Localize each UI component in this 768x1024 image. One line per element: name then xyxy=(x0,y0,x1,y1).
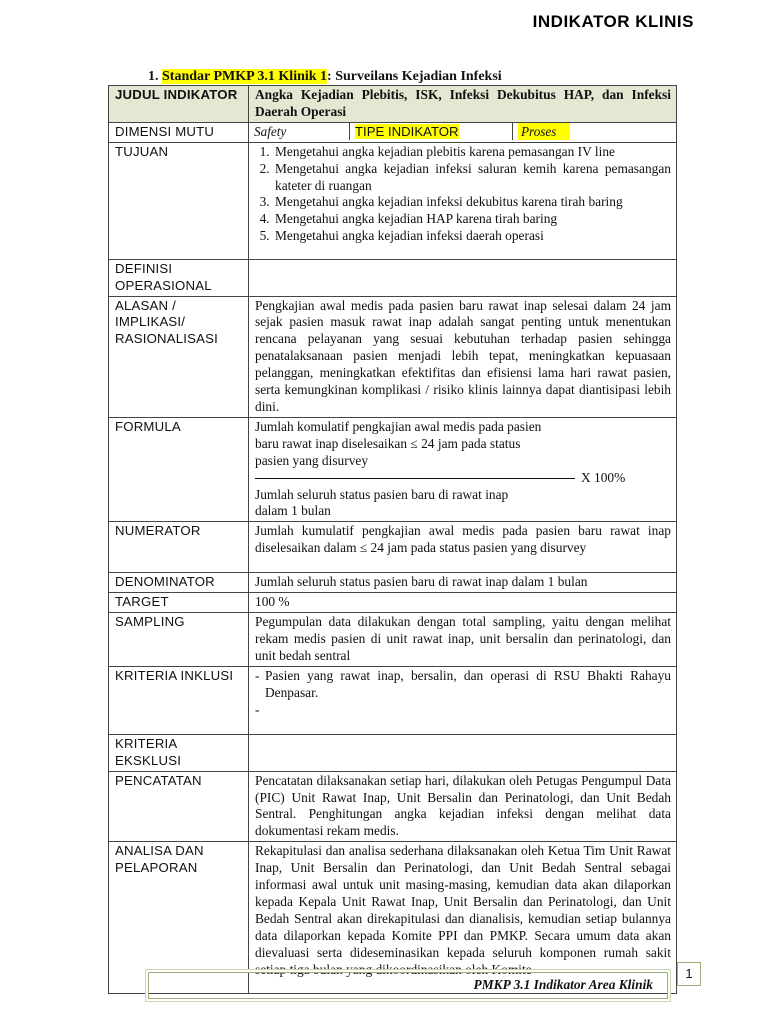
section-heading xyxy=(148,69,502,85)
page-footer xyxy=(148,972,668,999)
eksklusi-value xyxy=(249,734,677,771)
row-target xyxy=(109,593,677,613)
formula-value xyxy=(249,417,677,521)
row-eksklusi xyxy=(109,734,677,771)
dimensi-label: DIMENSI MUTU xyxy=(109,122,249,142)
row-tujuan xyxy=(109,142,677,259)
tujuan-item: 3. Mengetahui angka kejadian infeksi dekubitus karena tirah baring xyxy=(273,194,671,211)
judul-value: Angka Kejadian Plebitis, ISK, Infeksi Dekubitus HAP, dan Infeksi Daerah Operasi xyxy=(249,86,677,123)
formula-denominator-line: Jumlah seluruh status pasien baru di rawat inap xyxy=(255,486,509,502)
tujuan-label: TUJUAN xyxy=(109,142,249,259)
inklusi-label: KRITERIA INKLUSI xyxy=(109,666,249,734)
alasan-value: Pengkajian awal medis pada pasien baru rawat inap selesai dalam 24 jam sejak pasien masuk rawat inap adalah sangat penting untuk menentukan rencana pelayanan yang sesuai kebutuhan terhadap pasien sehingga penatalaksanaan pasien menjadi lebih tepat, meningkatkan kepuasaan pelanggan, meningkatkan efektifitas dan efisiensi lama hari rawat pasien, serta kemungkinan komplikasi / risiko klinis lainnya dapat diantisipasi lebih dini. xyxy=(249,296,677,417)
tujuan-item: 5. Mengetahui angka kejadian infeksi daerah operasi xyxy=(273,228,671,245)
row-alasan xyxy=(109,296,677,417)
formula-multiplier: X 100% xyxy=(581,469,626,485)
row-pencatatan xyxy=(109,771,677,842)
row-formula xyxy=(109,417,677,521)
dimensi-value: Safety xyxy=(249,123,350,140)
sampling-label: SAMPLING xyxy=(109,613,249,667)
tujuan-item: 1. Mengetahui angka kejadian plebitis karena pemasangan IV line xyxy=(273,144,671,161)
formula-numerator-line: baru rawat inap diselesaikan ≤ 24 jam pada status xyxy=(255,435,521,451)
indicator-table xyxy=(108,85,677,994)
section-number: 1. xyxy=(148,69,159,84)
analisa-label: ANALISA DAN PELAPORAN xyxy=(109,842,249,994)
row-numerator xyxy=(109,522,677,573)
formula-label: FORMULA xyxy=(109,417,249,521)
numerator-value: Jumlah kumulatif pengkajian awal medis pada pasien baru rawat inap diselesaikan dalam ≤ 24 jam pada status pasien yang disurvey xyxy=(249,522,677,573)
inklusi-item: - xyxy=(255,701,260,717)
page-number: 1 xyxy=(677,962,701,986)
pencatatan-label: PENCATATAN xyxy=(109,771,249,842)
sampling-value: Pegumpulan data dilakukan dengan total sampling, yaitu dengan melihat rekam medis pasien di unit rawat inap, unit bersalin dan perinatologi, dan unit bedah sentral xyxy=(249,613,677,667)
judul-label: JUDUL INDIKATOR xyxy=(109,86,249,123)
denominator-value: Jumlah seluruh status pasien baru di rawat inap dalam 1 bulan xyxy=(249,573,677,593)
formula-denominator-line: dalam 1 bulan xyxy=(255,503,331,519)
analisa-value: Rekapitulasi dan analisa sederhana dilaksanakan oleh Ketua Tim Unit Rawat Inap, Unit Bersalin dan Perinatologi, dan Unit Bedah Sentral sebagai informasi awal untuk unit masing-masing, kemudian data akan dilaporkan kepada Kepala Unit Rawat Inap, Unit Bersalin dan Perinatologi, dan Unit Bedah Sentral akan direkapitulasi dan dianalisis, kemudian setiap bulannya data dilaporkan kepada Komite PPI dan PMKP. Secara umum data akan dievaluasi serta dideseminasikan kepada seluruh komponen rumah sakit setiap tiga bulan yang dikoordinasikan oleh Komite xyxy=(249,842,677,994)
denominator-label: DENOMINATOR xyxy=(109,573,249,593)
footer-text: PMKP 3.1 Indikator Area Klinik xyxy=(473,977,653,992)
eksklusi-label: KRITERIA EKSKLUSI xyxy=(109,734,249,771)
target-value: 100 % xyxy=(249,593,677,613)
definisi-value xyxy=(249,259,677,296)
alasan-label: ALASAN / IMPLIKASI/ RASIONALISASI xyxy=(109,296,249,417)
target-label: TARGET xyxy=(109,593,249,613)
tujuan-item: 4. Mengetahui angka kejadian HAP karena tirah baring xyxy=(273,211,671,228)
row-judul xyxy=(109,86,677,123)
formula-numerator-line: pasien yang disurvey xyxy=(255,452,369,468)
row-definisi xyxy=(109,259,677,296)
tujuan-list xyxy=(255,144,671,245)
fraction-bar xyxy=(255,478,575,479)
numerator-label: NUMERATOR xyxy=(109,522,249,573)
section-title: : Surveilans Kejadian Infeksi xyxy=(327,69,502,84)
section-standard: Standar PMKP 3.1 Klinik 1 xyxy=(162,69,328,84)
row-denominator xyxy=(109,573,677,593)
row-analisa xyxy=(109,842,677,994)
inklusi-item: - Pasien yang rawat inap, bersalin, dan operasi di RSU Bhakti Rahayu Denpasar. xyxy=(255,667,671,700)
page-header-title: INDIKATOR KLINIS xyxy=(532,12,694,31)
pencatatan-value: Pencatatan dilaksanakan setiap hari, dilakukan oleh Petugas Pengumpul Data (PIC) Unit Rawat Inap, Unit Bersalin dan Perinatologi, dan Unit Bedah Sentral. Penghitungan angka kejadian infeksi dengan melihat data dokumentasi rekam medis. xyxy=(249,771,677,842)
definisi-label: DEFINISI OPERASIONAL xyxy=(109,259,249,296)
tipe-label: TIPE INDIKATOR xyxy=(355,123,459,139)
row-inklusi xyxy=(109,666,677,734)
formula-numerator-line: Jumlah komulatif pengkajian awal medis pada pasien xyxy=(255,418,542,434)
tipe-value: Proses xyxy=(518,123,570,140)
row-sampling xyxy=(109,613,677,667)
row-dimensi xyxy=(109,122,677,142)
tujuan-item: 2. Mengetahui angka kejadian infeksi saluran kemih karena pemasangan kateter di ruangan xyxy=(273,161,671,195)
